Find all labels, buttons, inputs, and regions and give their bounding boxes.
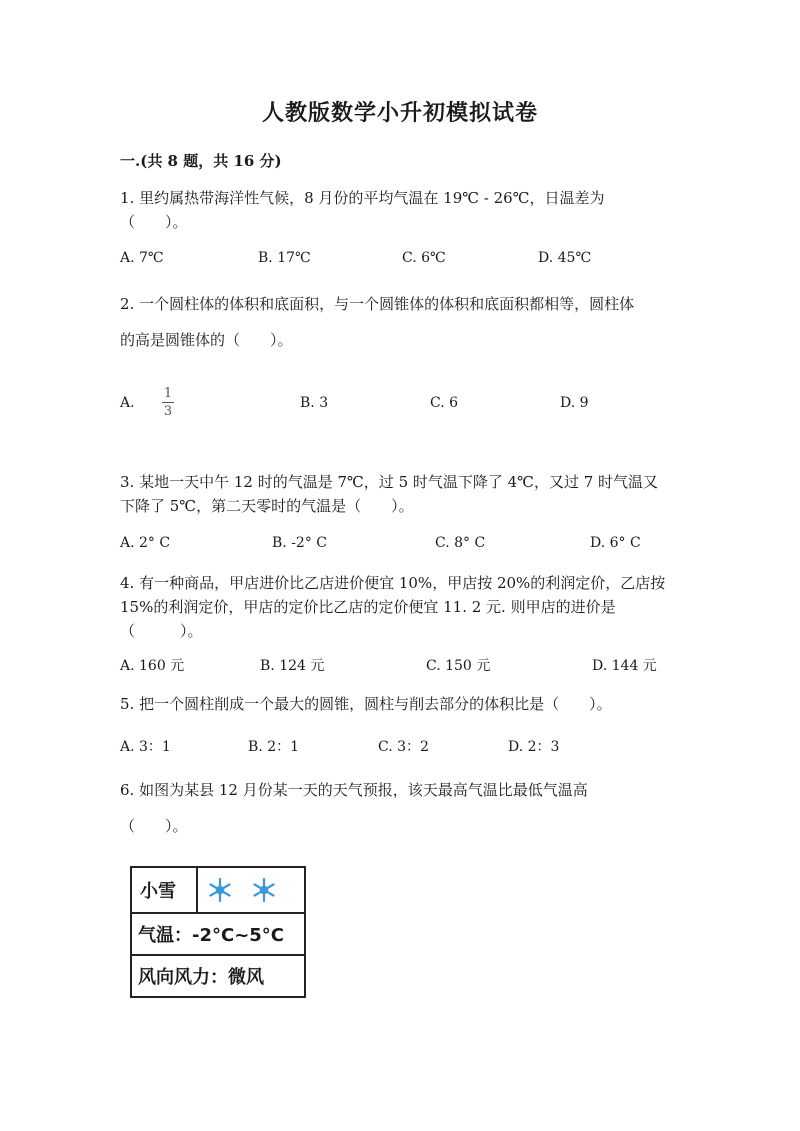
fraction-numerator: 1 xyxy=(163,386,173,401)
weather-row-condition xyxy=(132,868,304,914)
question-3-option-c: C. 8° C xyxy=(435,535,486,551)
question-2-option-b: B. 3 xyxy=(300,395,329,411)
weather-wind: 风向风力：微风 xyxy=(138,967,264,988)
weather-forecast-table xyxy=(130,866,306,998)
weather-temperature: 气温：-2°C~5°C xyxy=(138,925,285,946)
question-2-option-a: A. xyxy=(120,395,135,411)
question-1-line-2: （ ）。 xyxy=(120,213,188,231)
question-1-option-d: D. 45℃ xyxy=(538,250,592,266)
question-4-option-d: D. 144 元 xyxy=(592,658,657,674)
question-2-line-2: 的高是圆锥体的（ ）。 xyxy=(120,331,293,349)
question-2-text xyxy=(120,286,690,358)
question-4-line-2: 15%的利润定价，甲店的定价比乙店的定价便宜 11. 2 元. 则甲店的进价是 xyxy=(120,598,616,616)
question-1-text xyxy=(120,186,690,234)
question-4-text xyxy=(120,571,690,643)
question-4-option-c: C. 150 元 xyxy=(426,658,491,674)
question-3-line-1: 3. 某地一天中午 12 时的气温是 7℃，过 5 时气温下降了 4℃，又过 7 时气温又 xyxy=(120,473,659,491)
question-3-option-d: D. 6° C xyxy=(590,535,641,551)
question-3-text xyxy=(120,470,690,518)
question-3-option-a: A. 2° C xyxy=(120,535,171,551)
snowflake-icon xyxy=(204,874,236,906)
fraction-one-third xyxy=(161,386,175,419)
question-5-option-b: B. 2：1 xyxy=(248,739,300,755)
section-heading: 一.(共 8 题，共 16 分) xyxy=(120,152,282,170)
fraction-denominator: 3 xyxy=(163,404,173,419)
weather-row-temperature xyxy=(132,914,304,956)
question-1-line-1: 1. 里约属热带海洋性气候，8 月份的平均气温在 19℃ - 26℃，日温差为 xyxy=(120,189,605,207)
question-5-option-c: C. 3：2 xyxy=(378,739,429,755)
question-6-line-1: 6. 如图为某县 12 月份某一天的天气预报，该天最高气温比最低气温高 xyxy=(120,781,588,799)
weather-condition: 小雪 xyxy=(140,881,176,902)
question-4-line-1: 4. 有一种商品，甲店进价比乙店进价便宜 10%，甲店按 20%的利润定价，乙店按 xyxy=(120,574,666,592)
weather-cell-divider xyxy=(196,868,198,912)
question-1-option-a: A. 7℃ xyxy=(120,250,164,266)
question-3-line-2: 下降了 5℃，第二天零时的气温是（ ）。 xyxy=(120,497,414,515)
question-4-option-b: B. 124 元 xyxy=(260,658,325,674)
question-5-text xyxy=(120,692,690,716)
question-5-line-1: 5. 把一个圆柱削成一个最大的圆锥，圆柱与削去部分的体积比是（ ）。 xyxy=(120,695,612,713)
question-4-line-3: （ ）。 xyxy=(120,622,203,640)
question-5-option-a: A. 3：1 xyxy=(120,739,171,755)
question-4-option-a: A. 160 元 xyxy=(120,658,185,674)
question-3-option-b: B. -2° C xyxy=(272,535,327,551)
question-2-line-1: 2. 一个圆柱体的体积和底面积，与一个圆锥体的体积和底面积都相等，圆柱体 xyxy=(120,295,635,313)
exam-title: 人教版数学小升初模拟试卷 xyxy=(261,100,538,126)
question-1-option-c: C. 6℃ xyxy=(402,250,446,266)
question-5-option-d: D. 2：3 xyxy=(508,739,560,755)
snowflake-icon xyxy=(248,874,280,906)
question-6-line-2: （ ）。 xyxy=(120,817,188,835)
question-6-text xyxy=(120,772,690,844)
question-2-option-d: D. 9 xyxy=(560,395,589,411)
weather-row-wind xyxy=(132,956,304,996)
question-1-option-b: B. 17℃ xyxy=(258,250,311,266)
fraction-bar xyxy=(162,402,174,403)
question-2-option-c: C. 6 xyxy=(430,395,459,411)
